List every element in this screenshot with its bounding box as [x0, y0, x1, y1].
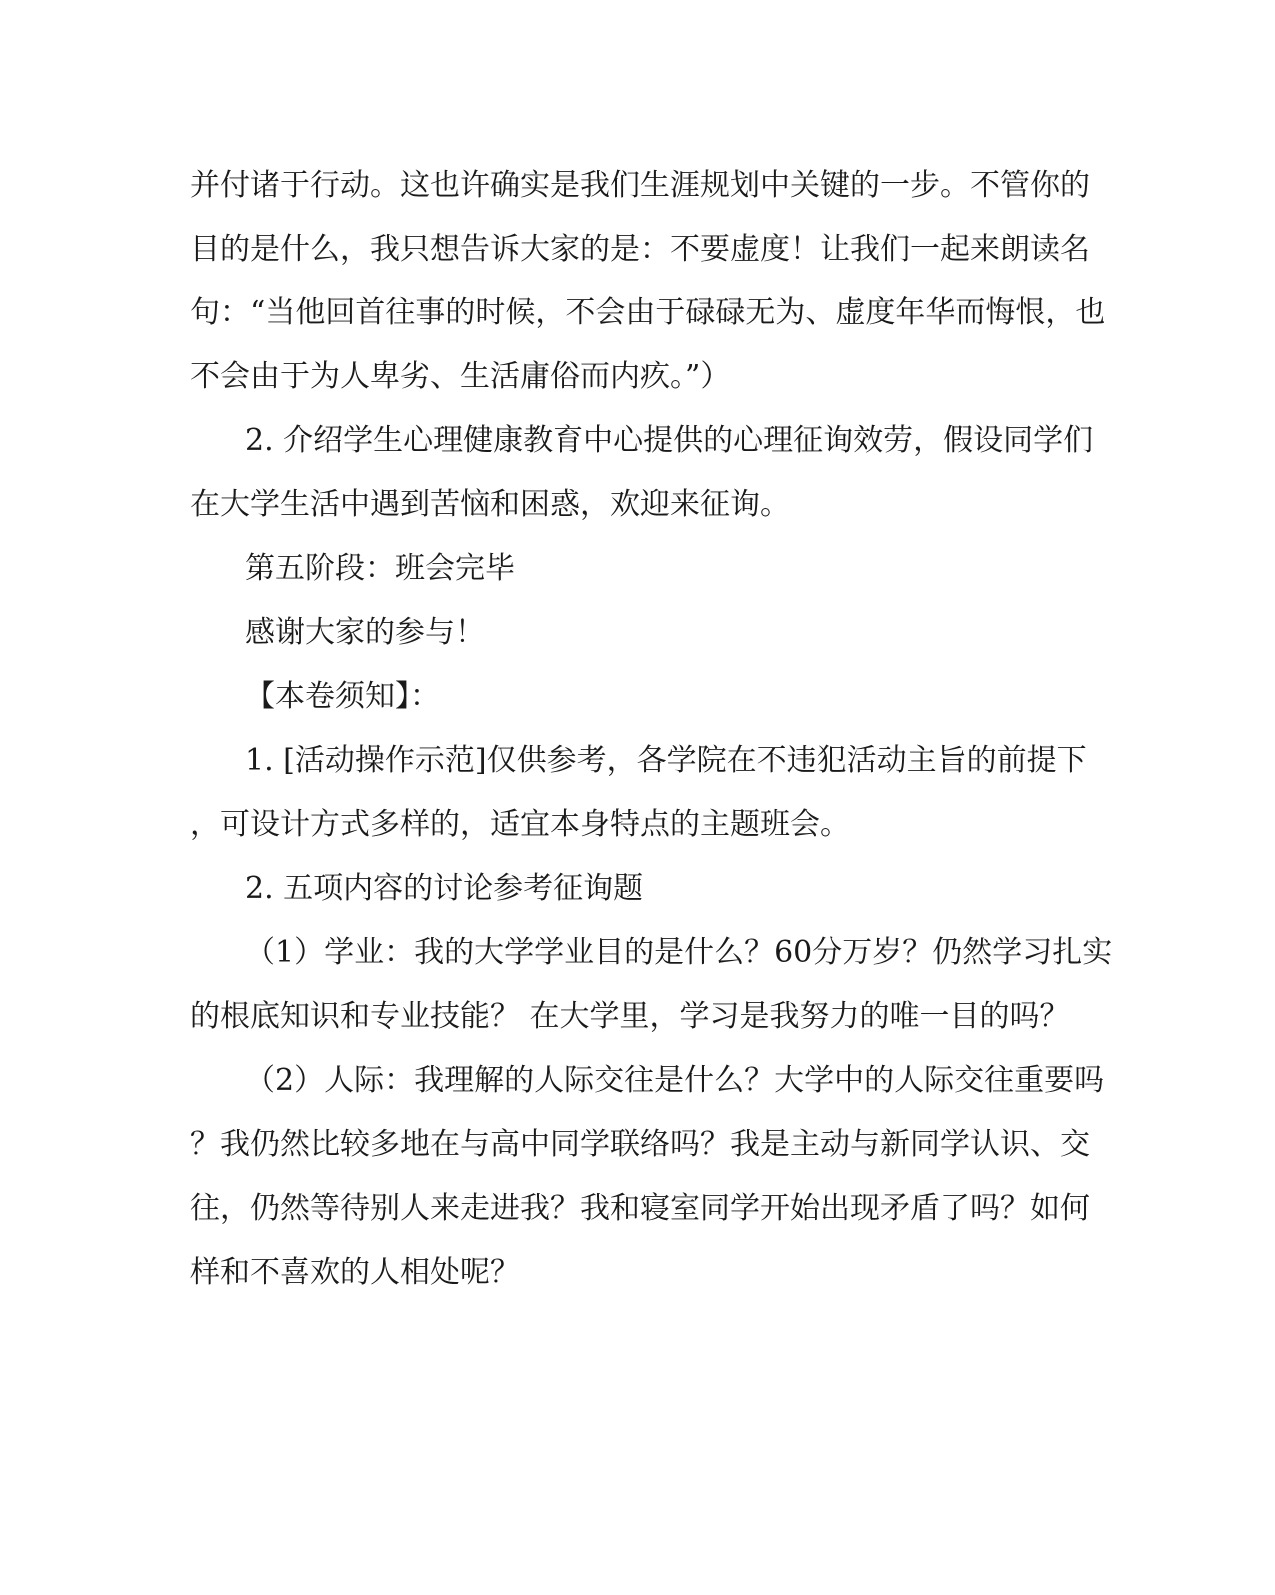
paragraph-line: 在大学生活中遇到苦恼和困惑，欢迎来征询。	[190, 487, 790, 522]
paragraph-line: 的根底知识和专业技能？ 在大学里，学习是我努力的唯一目的吗？	[190, 999, 1070, 1034]
paragraph-line: ？我仍然比较多地在与高中同学联络吗？我是主动与新同学认识、交	[190, 1127, 1090, 1162]
paragraph-line: 感谢大家的参与！	[245, 615, 485, 650]
paragraph-line: 并付诸于行动。这也许确实是我们生涯规划中关键的一步。不管你的	[190, 168, 1090, 203]
paragraph-line: 样和不喜欢的人相处呢？	[190, 1255, 520, 1290]
section-heading: 第五阶段：班会完毕	[245, 551, 515, 586]
paragraph-line: 2. 介绍学生心理健康教育中心提供的心理征询效劳，假设同学们	[245, 423, 1094, 458]
paragraph-line: （2）人际：我理解的人际交往是什么？大学中的人际交往重要吗	[245, 1063, 1105, 1098]
paragraph-line: 目的是什么，我只想告诉大家的是：不要虚度！让我们一起来朗读名	[190, 232, 1090, 267]
paragraph-line: 2. 五项内容的讨论参考征询题	[245, 871, 644, 906]
paragraph-line: （1）学业：我的大学学业目的是什么？60分万岁？仍然学习扎实	[245, 935, 1113, 970]
paragraph-line: 1. [活动操作示范]仅供参考，各学院在不违犯活动主旨的前提下	[245, 743, 1087, 778]
notice-heading: 【本卷须知】：	[245, 679, 440, 714]
paragraph-line: 往，仍然等待别人来走进我？我和寝室同学开始出现矛盾了吗？如何	[190, 1191, 1090, 1226]
paragraph-line: 句：“当他回首往事的时候，不会由于碌碌无为、虚度年华而悔恨，也	[190, 295, 1106, 330]
paragraph-line: ，可设计方式多样的，适宜本身特点的主题班会。	[190, 807, 850, 842]
paragraph-line: 不会由于为人卑劣、生活庸俗而内疚。”）	[190, 359, 731, 394]
